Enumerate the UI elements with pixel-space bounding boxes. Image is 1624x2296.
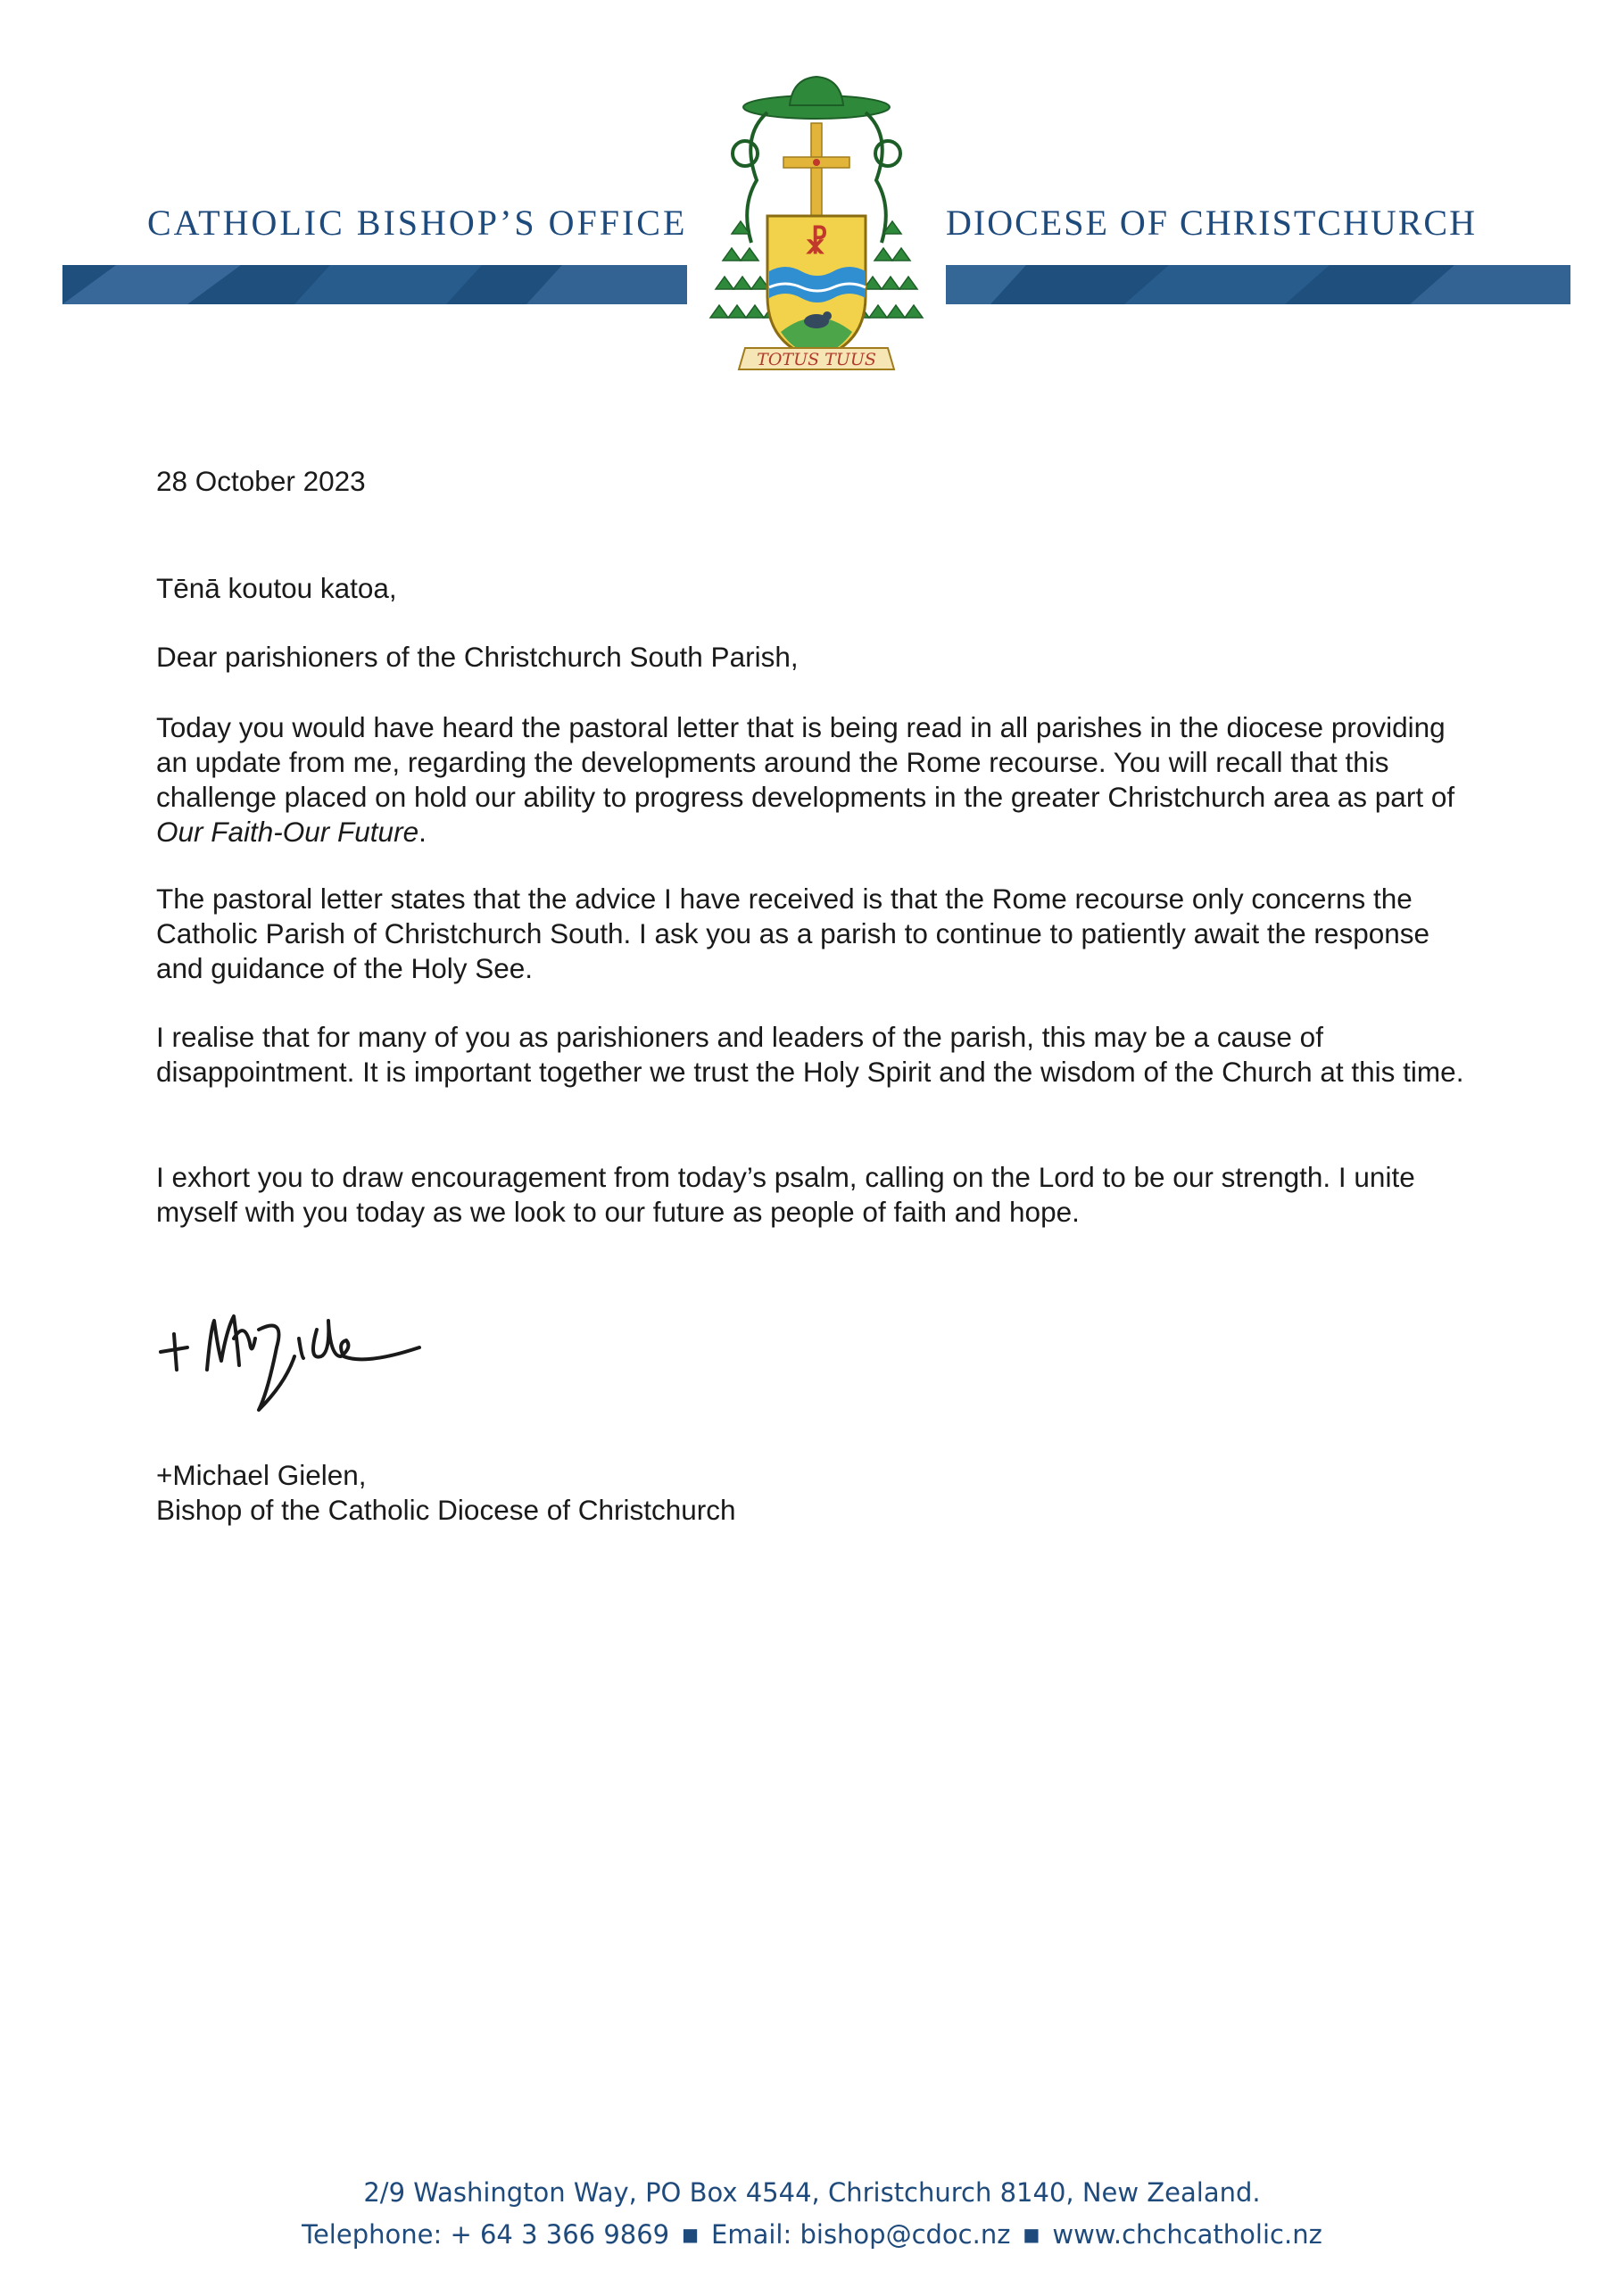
diocese-title: DIOCESE OF CHRISTCHURCH (946, 203, 1477, 243)
paragraph-1-text: Today you would have heard the pastoral letter that is being read in all parishes in the diocese providing an update from me, regarding the developments around the Rome recourse. You will recall that this challenge placed on hold our ability to progress developments in the greater Christchurch area as part of (156, 711, 1455, 813)
office-title: CATHOLIC BISHOP’S OFFICE (147, 203, 688, 243)
paragraph-1 (156, 710, 1477, 850)
signer-title: Bishop of the Catholic Diocese of Christchurch (156, 1494, 736, 1526)
campaign-name: Our Faith-Our Future (156, 816, 419, 848)
footer-telephone: Telephone: + 64 3 366 9869 (302, 2219, 670, 2250)
header-band-right (946, 265, 1570, 304)
handwritten-signature (152, 1294, 437, 1419)
paragraph-1-end: . (418, 816, 427, 848)
paragraph-3: I realise that for many of you as parishioners and leaders of the parish, this may be a cause of disappointment. It is important together we trust the Holy Spirit and the wisdom of the Church at this time. (156, 1021, 1464, 1088)
svg-text:☧: ☧ (804, 226, 829, 261)
signer-name: +Michael Gielen, (156, 1459, 367, 1491)
paragraph-4: I exhort you to draw encouragement from today’s psalm, calling on the Lord to be our strength. I unite myself with you today as we look to our future as people of faith and hope. (156, 1161, 1415, 1228)
footer-website-link[interactable]: www.chchcatholic.nz (1052, 2219, 1322, 2250)
greeting-maori: Tēnā koutou katoa, (156, 572, 397, 604)
footer-contact (0, 2219, 1624, 2250)
footer-address: 2/9 Washington Way, PO Box 4544, Christchurch 8140, New Zealand. (363, 2177, 1261, 2208)
crest-motto: TOTUS TUUS (757, 350, 876, 369)
signature-block (156, 1458, 1477, 1528)
letter-date: 28 October 2023 (156, 465, 366, 497)
footer-separator-icon: ■ (682, 2224, 700, 2245)
coat-of-arms-logo (705, 64, 928, 378)
footer-separator-icon: ■ (1023, 2224, 1040, 2245)
header-band-left (62, 265, 687, 304)
footer-email-link[interactable]: Email: bishop@cdoc.nz (711, 2219, 1011, 2250)
greeting-salutation: Dear parishioners of the Christchurch South Parish, (156, 641, 799, 673)
paragraph-2: The pastoral letter states that the advice I have received is that the Rome recourse only concerns the Catholic Parish of Christchurch South. I ask you as a parish to continue to patiently await the response and guidance of the Holy See. (156, 883, 1430, 984)
